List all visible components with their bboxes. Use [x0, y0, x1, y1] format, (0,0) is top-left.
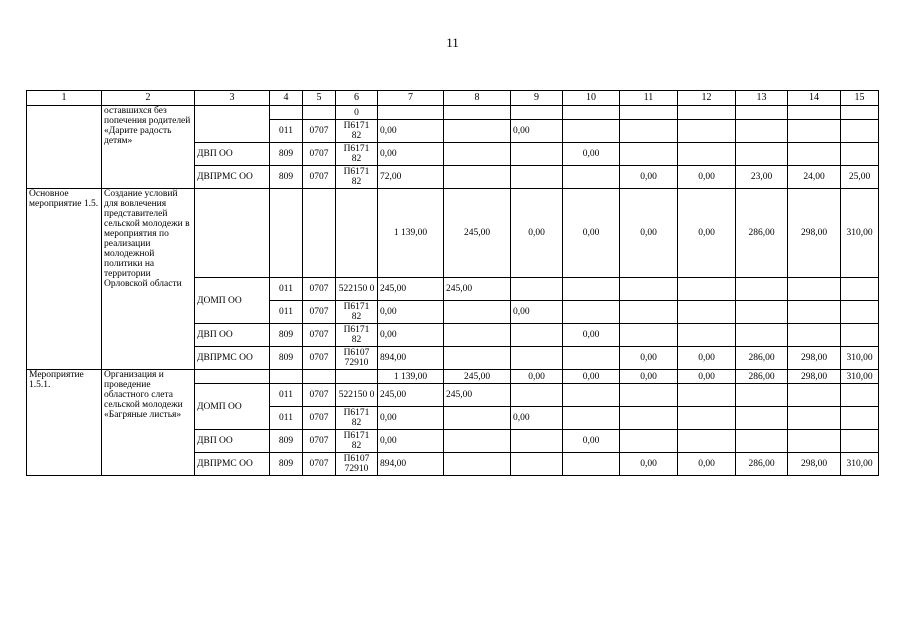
- column-header: 10: [563, 91, 620, 106]
- table-cell: 0,00: [563, 324, 620, 347]
- table-cell: 522150 0: [336, 384, 378, 407]
- total-cell: 0,00: [620, 189, 678, 278]
- table-cell: 809: [270, 453, 303, 476]
- table-cell: 011: [270, 120, 303, 143]
- total-cell: 0,00: [511, 189, 563, 278]
- table-cell: 24,00: [788, 166, 841, 189]
- table-cell: 0707: [303, 347, 336, 370]
- table-cell: 298,00: [788, 453, 841, 476]
- column-header: 9: [511, 91, 563, 106]
- table-cell: 0707: [303, 166, 336, 189]
- table-cell: 011: [270, 301, 303, 324]
- table-cell: 245,00: [444, 384, 511, 407]
- total-cell: 1 139,00: [378, 189, 444, 278]
- table-cell: 23,00: [736, 166, 788, 189]
- table-cell: 0707: [303, 301, 336, 324]
- column-header: 3: [195, 91, 270, 106]
- executor-cell: ДОМП ОО: [195, 278, 270, 324]
- table-row: [27, 370, 879, 384]
- budget-table: [26, 90, 879, 476]
- total-cell: 0,00: [563, 189, 620, 278]
- executor-cell: ДВП ОО: [195, 430, 270, 453]
- event-name-cell: Организация и проведение областного слета сельской молодежи «Багряные листья»: [102, 370, 195, 476]
- table-cell: 011: [270, 278, 303, 301]
- table-cell: 25,00: [841, 166, 879, 189]
- total-cell: 245,00: [444, 189, 511, 278]
- total-cell: 0,00: [620, 370, 678, 384]
- table-cell: 0707: [303, 453, 336, 476]
- executor-cell: ДВП ОО: [195, 324, 270, 347]
- table-cell: 809: [270, 347, 303, 370]
- table-cell: 0707: [303, 120, 336, 143]
- table-cell: 0,00: [620, 347, 678, 370]
- executor-cell: [195, 106, 270, 143]
- total-cell: 310,00: [841, 370, 879, 384]
- table-cell: 0,00: [678, 347, 736, 370]
- executor-cell: ДВПРМС ОО: [195, 453, 270, 476]
- table-cell: 894,00: [378, 347, 444, 370]
- table-cell: 809: [270, 324, 303, 347]
- table-cell: П6171 82: [336, 120, 378, 143]
- column-header: 5: [303, 91, 336, 106]
- table-cell: 72,00: [378, 166, 444, 189]
- total-cell: 298,00: [788, 189, 841, 278]
- event-code-cell: Мероприятие 1.5.1.: [27, 370, 102, 476]
- table-cell: 894,00: [378, 453, 444, 476]
- table-cell: 0,00: [378, 301, 444, 324]
- table-cell: 245,00: [378, 384, 444, 407]
- table-cell: 0707: [303, 143, 336, 166]
- column-number-row: [27, 91, 879, 106]
- executor-cell: ДОМП ОО: [195, 384, 270, 430]
- total-cell: 0,00: [511, 370, 563, 384]
- event-name-cell: оставшихся без попечения родителей «Дарите радость детям»: [102, 106, 195, 189]
- table-cell: 0,00: [511, 301, 563, 324]
- table-cell: 286,00: [736, 453, 788, 476]
- total-cell: 1 139,00: [378, 370, 444, 384]
- column-header: 7: [378, 91, 444, 106]
- column-header: 13: [736, 91, 788, 106]
- table-cell: 0707: [303, 407, 336, 430]
- table-cell: 310,00: [841, 453, 879, 476]
- table-cell: 809: [270, 143, 303, 166]
- total-cell: 286,00: [736, 370, 788, 384]
- table-cell: 0,00: [620, 166, 678, 189]
- table-cell: 011: [270, 384, 303, 407]
- table-cell: 0707: [303, 430, 336, 453]
- table-cell: 0,00: [678, 166, 736, 189]
- table-cell: 0,00: [378, 324, 444, 347]
- table-cell: 0,00: [511, 120, 563, 143]
- table-row: [27, 189, 879, 278]
- column-header: 11: [620, 91, 678, 106]
- table-cell: П6171 82: [336, 430, 378, 453]
- column-header: 12: [678, 91, 736, 106]
- table-cell: 809: [270, 166, 303, 189]
- table-cell: 286,00: [736, 347, 788, 370]
- total-cell: 0,00: [563, 370, 620, 384]
- table-cell: 298,00: [788, 347, 841, 370]
- column-header: 4: [270, 91, 303, 106]
- total-cell: 310,00: [841, 189, 879, 278]
- executor-cell: ДВПРМС ОО: [195, 166, 270, 189]
- total-cell: 286,00: [736, 189, 788, 278]
- table-cell: 0,00: [378, 143, 444, 166]
- table-cell: 310,00: [841, 347, 879, 370]
- table-cell: 522150 0: [336, 278, 378, 301]
- table-cell: 245,00: [378, 278, 444, 301]
- event-code-cell: [27, 106, 102, 189]
- event-code-cell: Основное мероприятие 1.5.: [27, 189, 102, 370]
- table-cell: П6171 82: [336, 301, 378, 324]
- table-cell: 0707: [303, 384, 336, 407]
- table-cell: 0: [336, 106, 378, 120]
- total-cell: 0,00: [678, 189, 736, 278]
- table-cell: П6171 82: [336, 143, 378, 166]
- table-cell: 0,00: [378, 120, 444, 143]
- table-cell: 245,00: [444, 278, 511, 301]
- page-number: 11: [446, 35, 459, 50]
- table-cell: 0,00: [620, 453, 678, 476]
- total-cell: 245,00: [444, 370, 511, 384]
- column-header: 15: [841, 91, 879, 106]
- table-cell: 0707: [303, 324, 336, 347]
- table-row: [27, 106, 879, 120]
- total-cell: 0,00: [678, 370, 736, 384]
- table-cell: 0,00: [563, 430, 620, 453]
- executor-cell: ДВП ОО: [195, 143, 270, 166]
- table-cell: П6171 82: [336, 324, 378, 347]
- table-cell: П6107 72910: [336, 347, 378, 370]
- column-header: 1: [27, 91, 102, 106]
- table-cell: 0,00: [378, 430, 444, 453]
- column-header: 14: [788, 91, 841, 106]
- table-cell: 809: [270, 430, 303, 453]
- table-cell: [303, 106, 336, 120]
- total-cell: 298,00: [788, 370, 841, 384]
- table-cell: 0,00: [511, 407, 563, 430]
- table-cell: 0,00: [563, 143, 620, 166]
- table-cell: П6107 72910: [336, 453, 378, 476]
- column-header: 2: [102, 91, 195, 106]
- table-cell: 0,00: [378, 407, 444, 430]
- table-cell: П6171 82: [336, 407, 378, 430]
- table-cell: [270, 106, 303, 120]
- table-cell: 011: [270, 407, 303, 430]
- event-name-cell: Создание условий для вовлечения представителей сельской молодежи в мероприятия по реализации молодежной политики на территории Орловской области: [102, 189, 195, 370]
- executor-cell: ДВПРМС ОО: [195, 347, 270, 370]
- table-cell: 0707: [303, 278, 336, 301]
- column-header: 8: [444, 91, 511, 106]
- table-cell: 0,00: [678, 453, 736, 476]
- table-cell: П6171 82: [336, 166, 378, 189]
- column-header: 6: [336, 91, 378, 106]
